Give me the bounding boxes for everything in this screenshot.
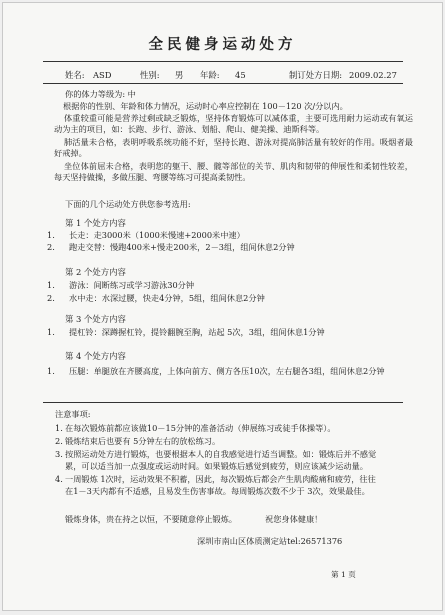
- prescription-2-header: 第 2 个处方内容: [65, 267, 126, 277]
- age-label: 年龄:: [200, 70, 220, 80]
- prescription-2-item-1-num: 1.: [47, 280, 55, 290]
- prescription-3-item-1: 提杠铃：深蹲握杠铃，提铃翻腕至胸，站起 5次，3组，组间休息1分钟: [69, 327, 325, 337]
- heart-rate-paragraph: 根据你的性别、年龄和体力情况，运动时心率应控制在 100－120 次/分以内。: [63, 101, 348, 111]
- header-divider: [43, 61, 403, 62]
- notes-title: 注意事项:: [55, 409, 91, 419]
- prescription-4-item-1-num: 1.: [47, 366, 55, 376]
- prescription-1-header: 第 1 个处方内容: [65, 218, 126, 228]
- age-value: 45: [235, 70, 246, 80]
- note-4-num: 4.: [55, 474, 63, 484]
- wish-text: 祝您身体健康！: [265, 514, 323, 524]
- prescription-2-item-2: 水中走：水深过腰，快走4分钟，5组，组间休息2分钟: [69, 293, 265, 303]
- note-2-line-1: 锻炼结束后也要有 5分钟左右的放松练习。: [65, 436, 221, 446]
- prescription-1-item-1-num: 1.: [47, 230, 55, 240]
- note-4-line-2: 在1－3天内都有不适感，且易发生伤害事故。每周锻炼次数不少于 3次，效果最佳。: [65, 486, 370, 496]
- prescription-2-item-1: 游泳：间断练习或学习游泳30分钟: [69, 280, 195, 290]
- note-2-num: 2.: [55, 436, 63, 446]
- prescription-4-item-1: 压腿：单腿放在齐腰高度，上体向前方、侧方各压10次，左右腿各3组，组间休息2分钟: [69, 366, 385, 376]
- name-label: 姓名:: [65, 70, 85, 80]
- prescription-3-item-1-num: 1.: [47, 327, 55, 337]
- date-value: 2009.02.27: [349, 70, 397, 80]
- note-3-line-1: 按照运动处方进行锻炼，也要根据本人的自我感觉进行适当调整。如：锻炼后并不感觉: [65, 449, 377, 459]
- prescription-1-item-2-num: 2.: [47, 242, 55, 252]
- prescription-page: [2, 2, 443, 611]
- prescription-2-item-2-num: 2.: [47, 293, 55, 303]
- note-3-num: 3.: [55, 449, 63, 459]
- date-label: 制订处方日期:: [289, 70, 343, 80]
- closing-text: 锻炼身体，贵在持之以恒，不要随意停止锻炼。: [65, 514, 237, 524]
- weight-paragraph: 体重较重可能是营养过剩或缺乏锻炼，坚持体育锻炼可以减体重，主要可选用耐力运动或有氧运动为主的项目，如：长跑、步行、游泳、划船、爬山、健美操、迪斯科等。: [54, 113, 413, 134]
- fitness-level: 你的体力等级为: 中: [65, 89, 136, 99]
- organization-contact: 深圳市南山区体质测定站tel:26571376: [197, 536, 343, 546]
- page-title: 全民健身运动处方: [148, 36, 297, 53]
- prescription-1-item-2: 跑走交替：慢跑400米+慢走200米，2－3组，组间休息2分钟: [69, 242, 295, 252]
- prescription-3-header: 第 3 个处方内容: [65, 314, 126, 324]
- lung-capacity-paragraph: 肺活量未合格，表明呼吸系统功能不好，坚持长跑、游泳对提高肺活量有较好的作用。吸烟者最好戒掉。: [54, 137, 413, 158]
- page-number: 第 1 页: [331, 570, 356, 579]
- note-4-line-1: 一周锻炼 1次时，运动效果不积蓄，因此，每次锻炼后都会产生肌肉酸痛和疲劳，往往: [65, 474, 376, 484]
- notes-divider: [43, 402, 403, 403]
- gender-label: 性别:: [140, 70, 160, 80]
- prescription-4-header: 第 4 个处方内容: [65, 351, 126, 361]
- note-1-line-1: 在每次锻炼前都应该做10－15分钟的准备活动（伸展练习或徒手体操等）。: [65, 423, 336, 433]
- gender-value: 男: [175, 70, 184, 80]
- info-divider: [43, 83, 403, 84]
- flexibility-paragraph: 坐位体前屈未合格，表明您的躯干、腰、髋等部位的关节、肌肉和韧带的伸展性和柔韧性较差，每天坚持做操，多做压腿、弯腰等练习可提高柔韧性。: [54, 161, 413, 182]
- intro-text: 下面的几个运动处方供您参考选用:: [65, 199, 191, 209]
- note-3-line-2: 累，可以适当加一点强度或运动时间。如果锻炼后感觉到疲劳，则应该减少运动量。: [65, 461, 368, 471]
- name-value: ASD: [93, 70, 112, 80]
- note-1-num: 1.: [55, 423, 63, 433]
- prescription-1-item-1: 长走：走3000米（1000米慢速+2000米中速）: [69, 230, 245, 240]
